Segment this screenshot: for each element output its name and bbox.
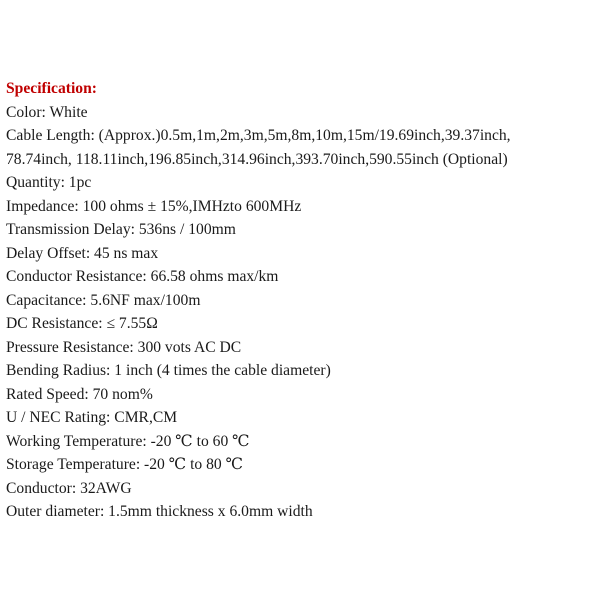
spec-nec-rating: U / NEC Rating: CMR,CM [6, 409, 178, 426]
spec-dc-resistance: DC Resistance: ≤ 7.55Ω [6, 315, 158, 332]
spec-quantity: Quantity: 1pc [6, 174, 92, 191]
spec-outer-diameter: Outer diameter: 1.5mm thickness x 6.0mm width [6, 503, 313, 520]
specification-heading: Specification: [6, 80, 97, 97]
spec-color: Color: White [6, 103, 88, 121]
spec-capacitance: Capacitance: 5.6NF max/100m [6, 291, 201, 309]
spec-storage-temperature: Storage Temperature: -20 ℃ to 80 ℃ [6, 456, 244, 473]
spec-bending-radius: Bending Radius: 1 inch (4 times the cable diameter) [6, 362, 331, 379]
spec-delay-offset: Delay Offset: 45 ns max [6, 244, 159, 262]
spec-working-temperature: Working Temperature: -20 ℃ to 60 ℃ [6, 432, 250, 450]
specification-block [6, 77, 596, 524]
spec-rated-speed: Rated Speed: 70 nom% [6, 385, 153, 403]
spec-impedance: Impedance: 100 ohms ± 15%,IMHzto 600MHz [6, 197, 302, 215]
spec-transmission-delay: Transmission Delay: 536ns / 100mm [6, 221, 236, 238]
spec-conductor: Conductor: 32AWG [6, 479, 132, 497]
spec-cable-length-cont: 78.74inch, 118.11inch,196.85inch,314.96inch,393.70inch,590.55inch (Optional) [6, 150, 508, 168]
spec-conductor-resistance: Conductor Resistance: 66.58 ohms max/km [6, 268, 279, 285]
spec-pressure-resistance: Pressure Resistance: 300 vots AC DC [6, 338, 242, 356]
spec-cable-length: Cable Length: (Approx.)0.5m,1m,2m,3m,5m,8m,10m,15m/19.69inch,39.37inch, [6, 127, 511, 144]
